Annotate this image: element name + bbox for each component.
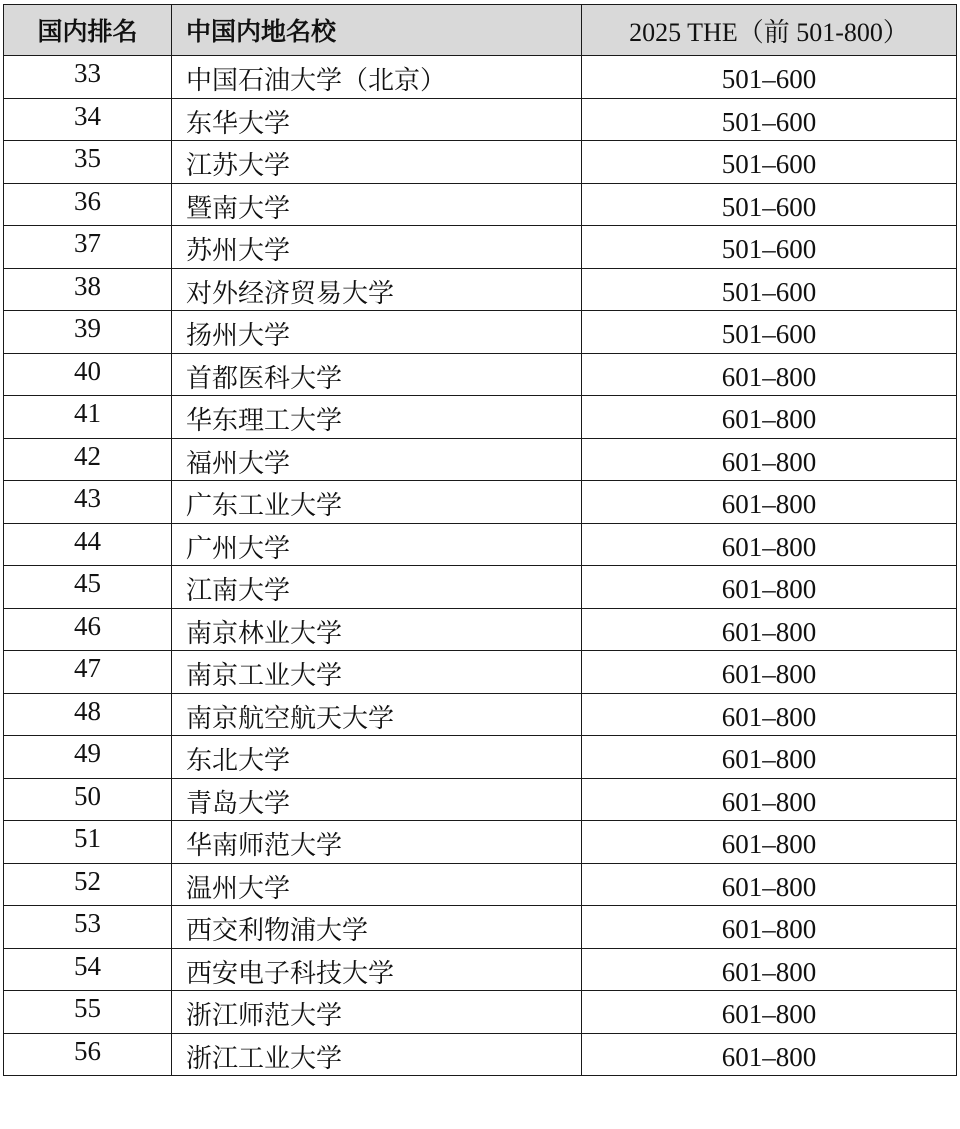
rank-cell: 53: [4, 906, 172, 949]
university-name-cell: 福州大学: [172, 438, 582, 481]
university-name-cell: 南京林业大学: [172, 608, 582, 651]
table-header: [4, 5, 957, 56]
the-band-cell: 501–600: [582, 141, 957, 184]
university-name-cell: 对外经济贸易大学: [172, 268, 582, 311]
the-band-cell: 501–600: [582, 183, 957, 226]
rank-cell: 48: [4, 693, 172, 736]
table-row: [4, 98, 957, 141]
table-row: [4, 438, 957, 481]
university-name-cell: 江南大学: [172, 566, 582, 609]
university-name-cell: 暨南大学: [172, 183, 582, 226]
rank-cell: 47: [4, 651, 172, 694]
rank-cell: 42: [4, 438, 172, 481]
university-name-cell: 东北大学: [172, 736, 582, 779]
university-name-cell: 青岛大学: [172, 778, 582, 821]
table-row: [4, 863, 957, 906]
rank-cell: 41: [4, 396, 172, 439]
the-band-cell: 601–800: [582, 523, 957, 566]
university-name-cell: 华东理工大学: [172, 396, 582, 439]
the-band-cell: 501–600: [582, 311, 957, 354]
table-row: [4, 183, 957, 226]
rank-cell: 50: [4, 778, 172, 821]
table-row: [4, 353, 957, 396]
rank-cell: 55: [4, 991, 172, 1034]
table-row: [4, 736, 957, 779]
rank-cell: 46: [4, 608, 172, 651]
rank-cell: 51: [4, 821, 172, 864]
the-band-cell: 501–600: [582, 268, 957, 311]
table-row: [4, 608, 957, 651]
university-name-cell: 江苏大学: [172, 141, 582, 184]
university-name-cell: 浙江工业大学: [172, 1033, 582, 1076]
university-name-cell: 扬州大学: [172, 311, 582, 354]
the-band-cell: 601–800: [582, 481, 957, 524]
header-university-name: 中国内地名校: [172, 5, 582, 56]
the-band-cell: 601–800: [582, 353, 957, 396]
the-band-cell: 601–800: [582, 948, 957, 991]
the-band-cell: 601–800: [582, 906, 957, 949]
table-row: [4, 906, 957, 949]
table-row: [4, 566, 957, 609]
university-name-cell: 广东工业大学: [172, 481, 582, 524]
university-name-cell: 广州大学: [172, 523, 582, 566]
rank-cell: 49: [4, 736, 172, 779]
the-band-cell: 501–600: [582, 98, 957, 141]
the-band-cell: 601–800: [582, 693, 957, 736]
the-band-cell: 501–600: [582, 226, 957, 269]
table-row: [4, 396, 957, 439]
university-name-cell: 东华大学: [172, 98, 582, 141]
the-band-cell: 601–800: [582, 863, 957, 906]
rank-cell: 43: [4, 481, 172, 524]
university-name-cell: 南京航空航天大学: [172, 693, 582, 736]
rank-cell: 39: [4, 311, 172, 354]
table-row: [4, 141, 957, 184]
the-band-cell: 601–800: [582, 438, 957, 481]
university-name-cell: 中国石油大学（北京）: [172, 56, 582, 99]
the-band-cell: 601–800: [582, 736, 957, 779]
the-band-cell: 601–800: [582, 1033, 957, 1076]
rank-cell: 35: [4, 141, 172, 184]
the-band-cell: 601–800: [582, 651, 957, 694]
the-band-cell: 501–600: [582, 56, 957, 99]
header-the-2025: 2025 THE（前 501-800）: [582, 5, 957, 56]
university-name-cell: 西安电子科技大学: [172, 948, 582, 991]
header-row: [4, 5, 957, 56]
table-row: [4, 268, 957, 311]
table-row: [4, 651, 957, 694]
table-row: [4, 778, 957, 821]
table-row: [4, 56, 957, 99]
table-row: [4, 1033, 957, 1076]
table-row: [4, 693, 957, 736]
table-row: [4, 311, 957, 354]
rank-cell: 40: [4, 353, 172, 396]
table-row: [4, 523, 957, 566]
the-band-cell: 601–800: [582, 566, 957, 609]
university-name-cell: 华南师范大学: [172, 821, 582, 864]
rank-cell: 37: [4, 226, 172, 269]
rank-cell: 33: [4, 56, 172, 99]
ranking-table: [3, 4, 957, 1076]
university-name-cell: 南京工业大学: [172, 651, 582, 694]
rank-cell: 44: [4, 523, 172, 566]
rank-cell: 36: [4, 183, 172, 226]
header-domestic-rank: 国内排名: [4, 5, 172, 56]
table-row: [4, 481, 957, 524]
university-name-cell: 温州大学: [172, 863, 582, 906]
rank-cell: 54: [4, 948, 172, 991]
rank-cell: 38: [4, 268, 172, 311]
rank-cell: 45: [4, 566, 172, 609]
the-band-cell: 601–800: [582, 991, 957, 1034]
university-name-cell: 苏州大学: [172, 226, 582, 269]
university-name-cell: 西交利物浦大学: [172, 906, 582, 949]
rank-cell: 52: [4, 863, 172, 906]
university-name-cell: 首都医科大学: [172, 353, 582, 396]
the-band-cell: 601–800: [582, 821, 957, 864]
rank-cell: 56: [4, 1033, 172, 1076]
university-name-cell: 浙江师范大学: [172, 991, 582, 1034]
table-row: [4, 991, 957, 1034]
the-band-cell: 601–800: [582, 778, 957, 821]
rank-cell: 34: [4, 98, 172, 141]
table-row: [4, 226, 957, 269]
table-body: [4, 56, 957, 1076]
the-band-cell: 601–800: [582, 396, 957, 439]
table-row: [4, 948, 957, 991]
table-row: [4, 821, 957, 864]
the-band-cell: 601–800: [582, 608, 957, 651]
